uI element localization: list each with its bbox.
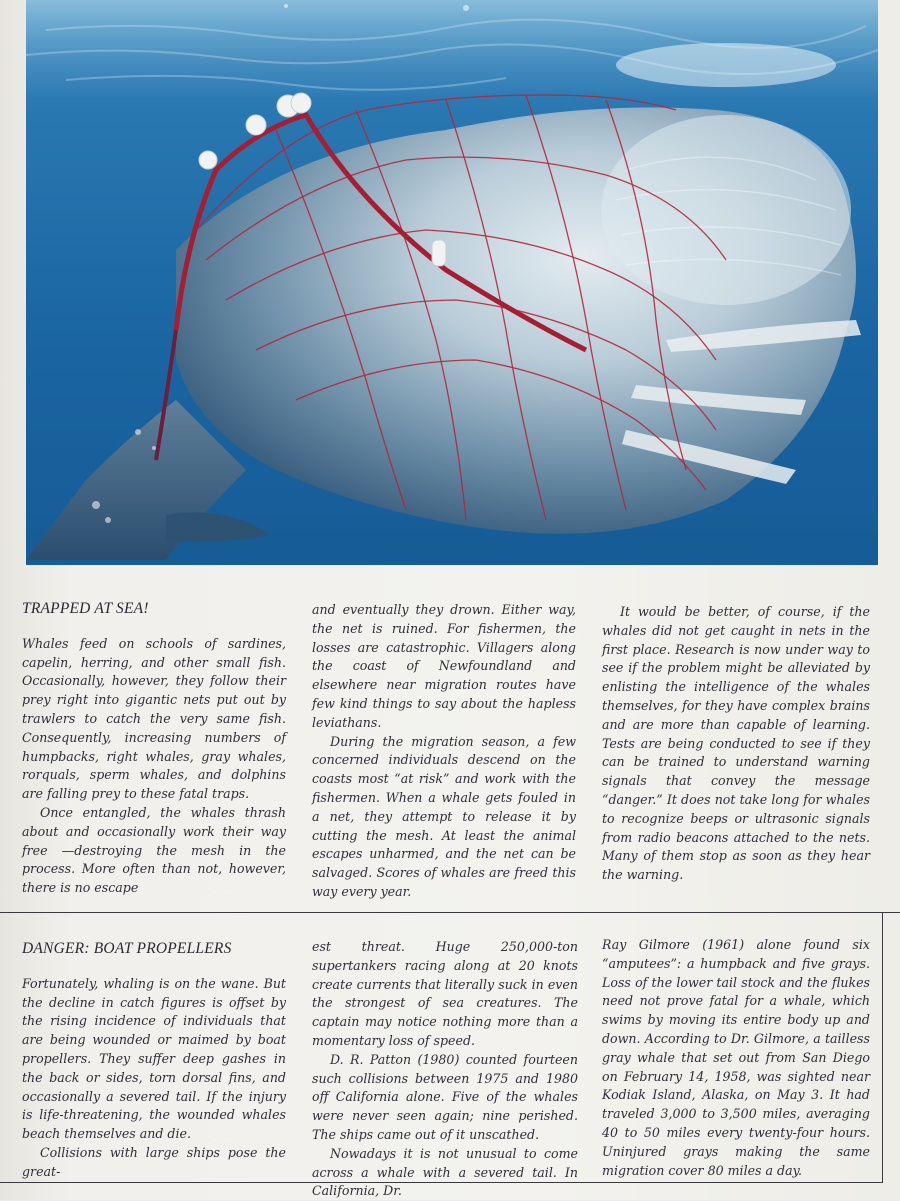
- section2-col3: [602, 936, 870, 1180]
- paragraph: Once entangled, the whales thrash about and occasionally work their way free —destroying the mesh in the process. More often than not, however, there is no escape: [22, 804, 286, 896]
- paragraph: Nowadays it is not unusual to come across a whale with a severed tail. In California, Dr.: [312, 1145, 578, 1199]
- section2-col2: [312, 938, 578, 1201]
- section2-heading: DANGER: BOAT PROPELLERS: [22, 940, 232, 957]
- section-divider: [0, 912, 900, 913]
- section1-col1: [22, 600, 286, 898]
- paragraph: It would be better, of course, if the whales did not get caught in nets in the first place. Research is now under way to see if the problem might be alleviated by enlisting the intelligence of the whales themselves, for they have complex brains and are more than capable of learning. Tests are being conducted to see if they can be trained to understand warning signals that convey the message “danger.” It does not take long for whales to recognize beeps or ultrasonic signals from radio beacons attached to the nets. Many of them stop as soon as they hear the warning.: [602, 604, 870, 883]
- paragraph: est threat. Huge 250,000-ton supertankers racing along at 20 knots create currents that literally suck in even the strongest of sea creatures. The captain may notice nothing more than a momentary loss of speed.: [312, 939, 578, 1048]
- whale-illustration: [26, 0, 878, 565]
- paragraph: D. R. Patton (1980) counted fourteen such collisions between 1975 and 1980 off California alone. Five of the whales were never seen again; nine perished. The ships came out of it unscathed.: [312, 1051, 578, 1142]
- box-right-border: [882, 912, 883, 1182]
- section1-col2: [312, 601, 576, 902]
- paragraph: Fortunately, whaling is on the wane. But the decline in catch figures is offset by the rising incidence of individuals that are being wounded or maimed by boat propellers. They suffer deep gashes in the back or sides, torn dorsal fins, and occasionally a severed tail. If the injury is life-threatening, the wounded whales beach themselves and die.: [22, 975, 286, 1142]
- paragraph: Collisions with large ships pose the great-: [22, 1144, 286, 1179]
- section1-heading: TRAPPED AT SEA!: [22, 600, 149, 617]
- paragraph: Ray Gilmore (1961) alone found six “amputees”: a humpback and five grays. Loss of the lower tail stock and the flukes need not prove fatal for a whale, which swims by moving its entire body up and down. According to Dr. Gilmore, a tailless gray whale that set out from San Diego on February 14, 1958, was sighted near Kodiak Island, Alaska, on May 3. It had traveled 3,000 to 3,500 miles, averaging 40 to 50 miles every twenty-four hours. Uninjured grays making the same migration cover 80 miles a day.: [602, 937, 870, 1178]
- section1-col3: [602, 603, 870, 885]
- paragraph: and eventually they drown. Either way, the net is ruined. For fishermen, the losses are catastrophic. Villagers along the coast of Newfoundland and elsewhere near migration routes have few kind things to say about the hapless leviathans.: [312, 602, 576, 730]
- paragraph: Whales feed on schools of sardines, capelin, herring, and other small fish. Occasionally, however, they follow their prey right into gigantic nets put out by trawlers to catch the very same fish. Consequently, increasing numbers of humpbacks, right whales, gray whales, rorquals, sperm whales, and dolphins are falling prey to these fatal traps.: [22, 635, 286, 802]
- whale-net-photo: [26, 0, 878, 565]
- section2-col1: [22, 940, 286, 1182]
- paragraph: During the migration season, a few concerned individuals descend on the coasts most “at risk” and work with the fishermen. When a whale gets fouled in a net, they attempt to release it by cutting the mesh. At least the animal escapes unharmed, and the net can be salvaged. Scores of whales are freed this way every year.: [312, 733, 576, 899]
- bottom-rule: [0, 1182, 883, 1183]
